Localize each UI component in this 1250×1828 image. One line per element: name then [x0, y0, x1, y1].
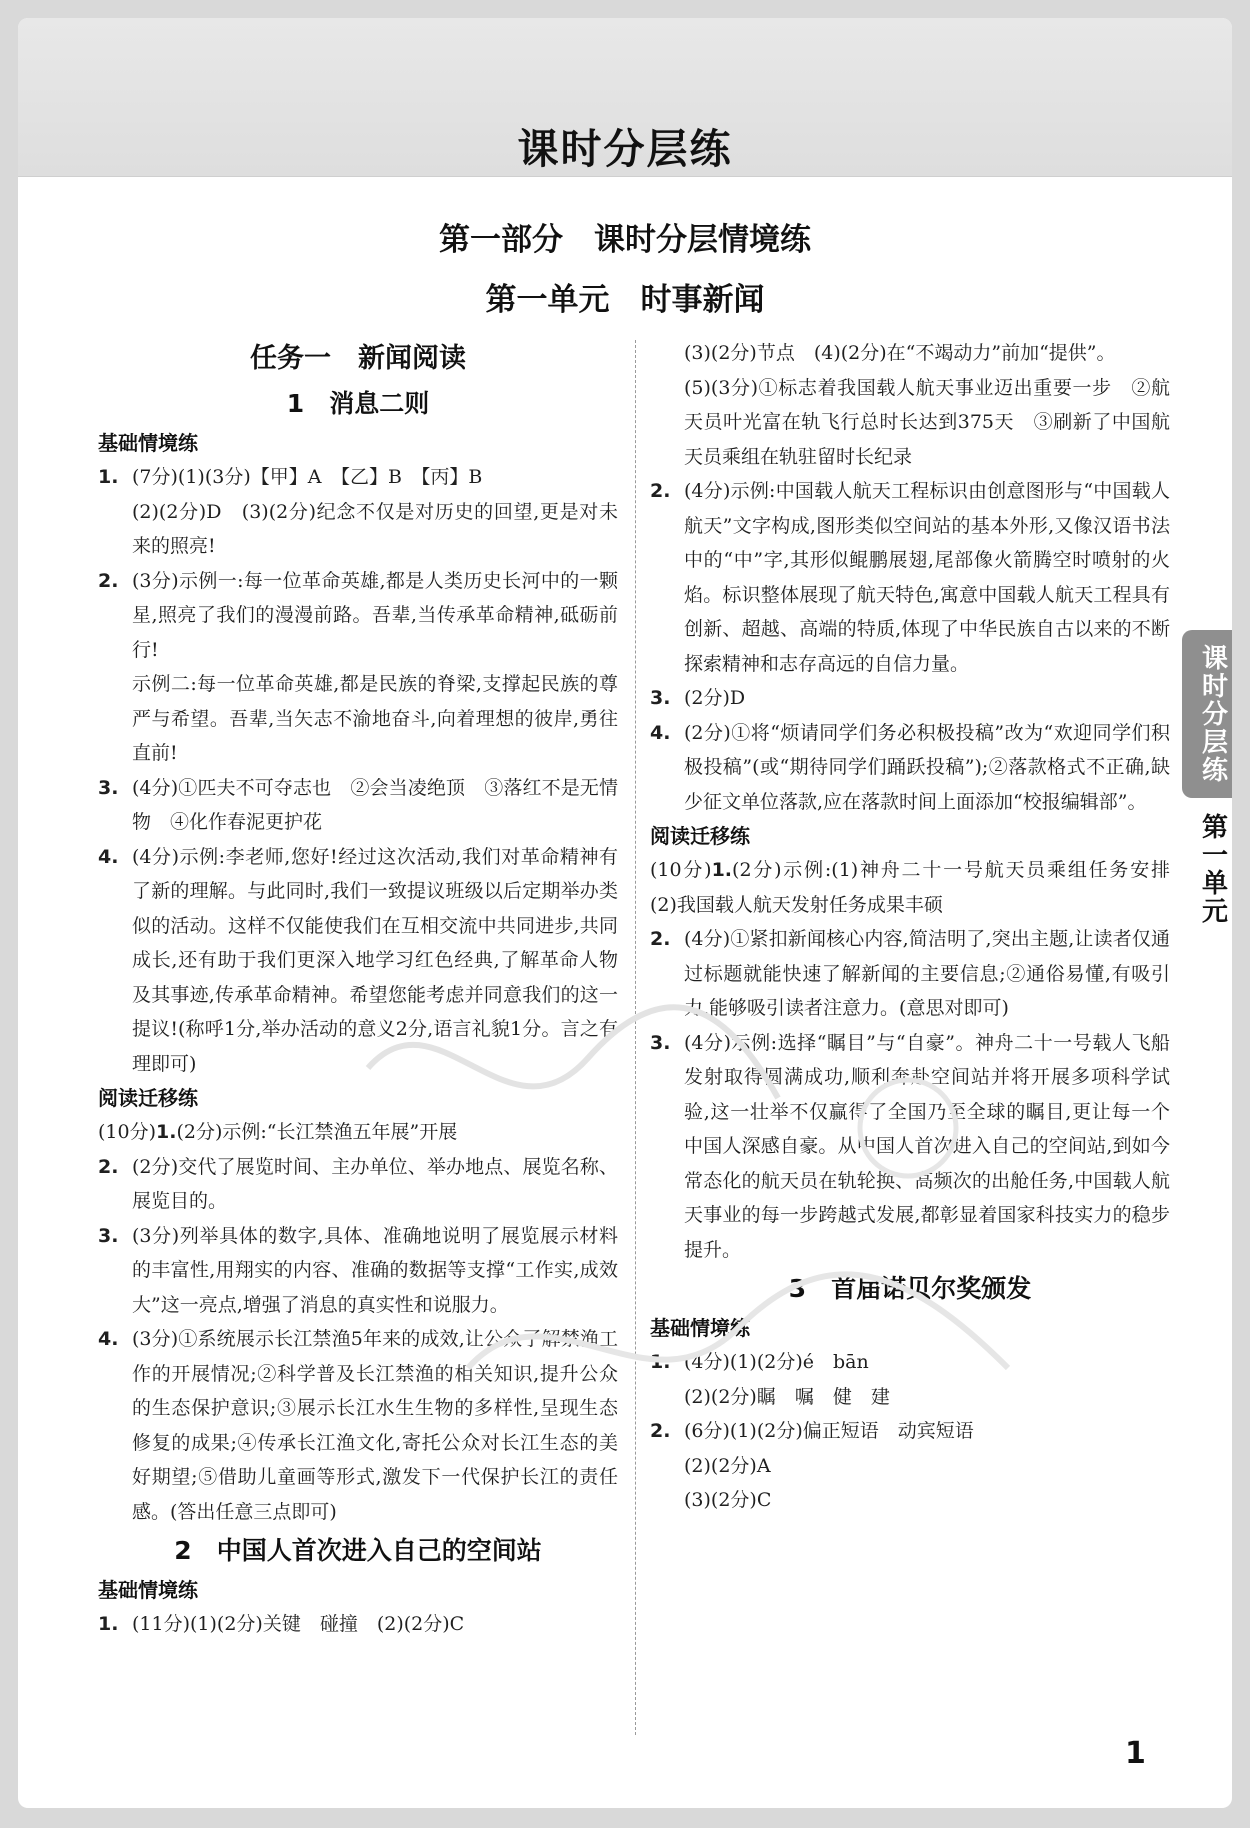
answer-item — [650, 716, 1170, 820]
item-number: 2. — [650, 480, 671, 502]
answer-page — [18, 18, 1232, 1808]
side-tab-lessons — [1182, 630, 1232, 798]
item-text: (2)(2分)A — [684, 1454, 771, 1477]
answer-item — [98, 460, 618, 564]
answer-item — [98, 564, 618, 771]
lesson-1-reading-title: 阅读迁移练 — [98, 1086, 198, 1110]
item-text: (2分)交代了展览时间、主办单位、举办地点、展览名称、展览目的。 — [132, 1155, 618, 1212]
item-number: 1. — [156, 1121, 177, 1143]
item-number: 3. — [650, 687, 671, 709]
answer-item — [650, 853, 1190, 922]
answer-item — [650, 1026, 1170, 1268]
item-number: 4. — [98, 1328, 119, 1350]
item-text: (2分)D — [684, 687, 746, 709]
item-text: 示例二:每一位革命英雄,都是民族的脊梁,支撑起民族的尊严与希望。吾辈,当矢志不渝地奋斗,向着理想的彼岸,勇往直前! — [132, 673, 618, 764]
left-column — [98, 336, 618, 1642]
side-unit-label: 第一单元 — [1197, 813, 1228, 925]
right-column — [650, 336, 1190, 1518]
banner-title: 课时分层练 — [517, 125, 733, 173]
item-text: (2分)示例:(1)神舟二十一号航天员乘组任务安排 (2)我国载人航天发射任务成果丰硕 — [650, 859, 1190, 916]
item-text: (2)(2分)D (3)(2分)纪念不仅是对历史的回望,更是对未来的照亮! — [132, 500, 618, 557]
item-text: (11分)(1)(2分)关键 碰撞 (2)(2分)C — [132, 1613, 465, 1635]
lesson-3-basic-title: 基础情境练 — [650, 1316, 750, 1340]
item-text: (3)(2分)节点 (4)(2分)在“不竭动力”前加“提供”。 — [684, 342, 1116, 364]
lesson-2-basic-title: 基础情境练 — [98, 1578, 198, 1602]
answer-item — [650, 474, 1170, 681]
item-number: 4. — [650, 721, 671, 744]
item-text: (2分)①将“烦请同学们务必积极投稿”改为“欢迎同学们积极投稿”(或“期待同学们踊跃投稿”);②落款格式不正确,缺少征文单位落款,应在落款时间上面添加“校报编辑部”。 — [684, 721, 1170, 813]
answer-item — [98, 771, 618, 840]
item-text: (4分)(1)(2分)é bān — [684, 1351, 869, 1373]
answer-item — [650, 1414, 1170, 1518]
item-number: 2. — [650, 1420, 671, 1442]
item-number: 2. — [650, 928, 671, 950]
task-title: 任务一 新闻阅读 — [250, 343, 466, 374]
item-text: (3)(2分)C — [684, 1489, 772, 1511]
lesson-1-title: 1 消息二则 — [286, 389, 430, 418]
item-text: (4分)①紧扣新闻核心内容,简洁明了,突出主题,让读者仅通过标题就能快速了解新闻的主要信息;②通俗易懂,有吸引力,能够吸引读者注意力。(意思对即可) — [684, 928, 1170, 1019]
answer-item — [98, 1115, 618, 1150]
lesson-3-title: 3 首届诺贝尔奖颁发 — [788, 1274, 1032, 1303]
section-score: (10分) — [650, 859, 712, 881]
page-number: 1 — [1125, 1736, 1146, 1771]
item-number: 1. — [98, 1613, 119, 1635]
section-score: (10分) — [98, 1121, 157, 1143]
answer-item — [98, 840, 618, 1082]
item-text: (2分)示例:“长江禁渔五年展”开展 — [176, 1121, 458, 1143]
item-text: (4分)示例:中国载人航天工程标识由创意图形与“中国载人航天”文字构成,图形类似空间站的基本外形,又像汉语书法中的“中”字,其形似鲲鹏展翅,尾部像火箭腾空时喷射的火焰。标识整体展现了航天特色,寓意中国载人航天工程具有创新、超越、高端的特质,体现了中华民族自古以来的不断探索精神和志存高远的自信力量。 — [684, 480, 1170, 675]
side-tab-label: 课时分层练 — [1197, 644, 1228, 784]
item-text: (3分)示例一:每一位革命英雄,都是人类历史长河中的一颗星,照亮了我们的漫漫前路。吾辈,当传承革命精神,砥砺前行! — [132, 569, 618, 661]
answer-item — [98, 1322, 618, 1529]
item-number: 4. — [98, 845, 119, 868]
item-number: 1. — [711, 859, 733, 881]
item-number: 3. — [98, 1224, 119, 1247]
answer-item — [98, 1150, 618, 1219]
item-text: (4分)①匹夫不可夺志也 ②会当凌绝顶 ③落红不是无情物 ④化作春泥更护花 — [132, 776, 618, 833]
item-number: 2. — [98, 1155, 119, 1178]
item-text: (5)(3分)①标志着我国载人航天事业迈出重要一步 ②航天员叶光富在轨飞行总时长达到375天 ③刷新了中国航天员乘组在轨驻留时长纪录 — [684, 376, 1170, 468]
answer-item-continued — [650, 336, 1170, 474]
part-title: 第一部分 课时分层情境练 — [439, 222, 811, 258]
item-number: 2. — [98, 569, 119, 592]
answer-item — [98, 1219, 618, 1323]
side-tab-unit — [1182, 804, 1232, 934]
item-text: (3分)①系统展示长江禁渔5年来的成效,让公众了解禁渔工作的开展情况;②科学普及长江禁渔的相关知识,提升公众的生态保护意识;③展示长江水生生物的多样性,呈现生态修复的成果;④传承长江渔文化,寄托公众对长江生态的美好期望;⑤借助儿童画等形式,激发下一代保护长江的责任感。(答出任意三点即可) — [132, 1328, 618, 1523]
lesson-2-title: 2 中国人首次进入自己的空间站 — [174, 1536, 542, 1565]
answer-item — [650, 922, 1170, 1026]
item-text: (4分)示例:李老师,您好!经过这次活动,我们对革命精神有了新的理解。与此同时,我们一致提议班级以后定期举办类似的活动。这样不仅能使我们在互相交流中共同进步,共同成长,还有助于我们更深入地学习红色经典,了解革命人物及其事迹,传承革命精神。希望您能考虑并同意我们的这一提议!(称呼1分,举办活动的意义2分,语言礼貌1分。言之有理即可) — [132, 845, 618, 1075]
lesson-1-basic-title: 基础情境练 — [98, 431, 198, 455]
answer-item — [650, 681, 1170, 716]
answer-item — [650, 1345, 1170, 1414]
item-text: (7分)(1)(3分)【甲】A 【乙】B 【丙】B — [132, 466, 483, 488]
item-number: 3. — [650, 1031, 671, 1054]
item-text: (3分)列举具体的数字,具体、准确地说明了展览展示材料的丰富性,用翔实的内容、准确的数据等支撑“工作实,成效大”这一亮点,增强了消息的真实性和说服力。 — [132, 1224, 618, 1316]
item-number: 1. — [98, 466, 119, 488]
unit-title: 第一单元 时事新闻 — [485, 282, 765, 318]
item-number: 1. — [650, 1351, 671, 1373]
lesson-2-reading-title: 阅读迁移练 — [650, 824, 750, 848]
item-text: (6分)(1)(2分)偏正短语 动宾短语 — [684, 1420, 974, 1442]
item-text: (4分)示例:选择“瞩目”与“自豪”。神舟二十一号载人飞船发射取得圆满成功,顺利奔赴空间站并将开展多项科学试验,这一壮举不仅赢得了全国乃至全球的瞩目,更让每一个中国人深感自豪。从中国人首次进入自己的空间站,到如今常态化的航天员在轨轮换、高频次的出舱任务,中国载人航天事业的每一步跨越式发展,都彰显着国家科技实力的稳步提升。 — [684, 1031, 1170, 1261]
answer-item — [98, 1607, 618, 1642]
item-number: 3. — [98, 776, 119, 799]
item-text: (2)(2分)瞩 嘱 健 建 — [684, 1385, 890, 1408]
column-divider — [635, 340, 636, 1735]
